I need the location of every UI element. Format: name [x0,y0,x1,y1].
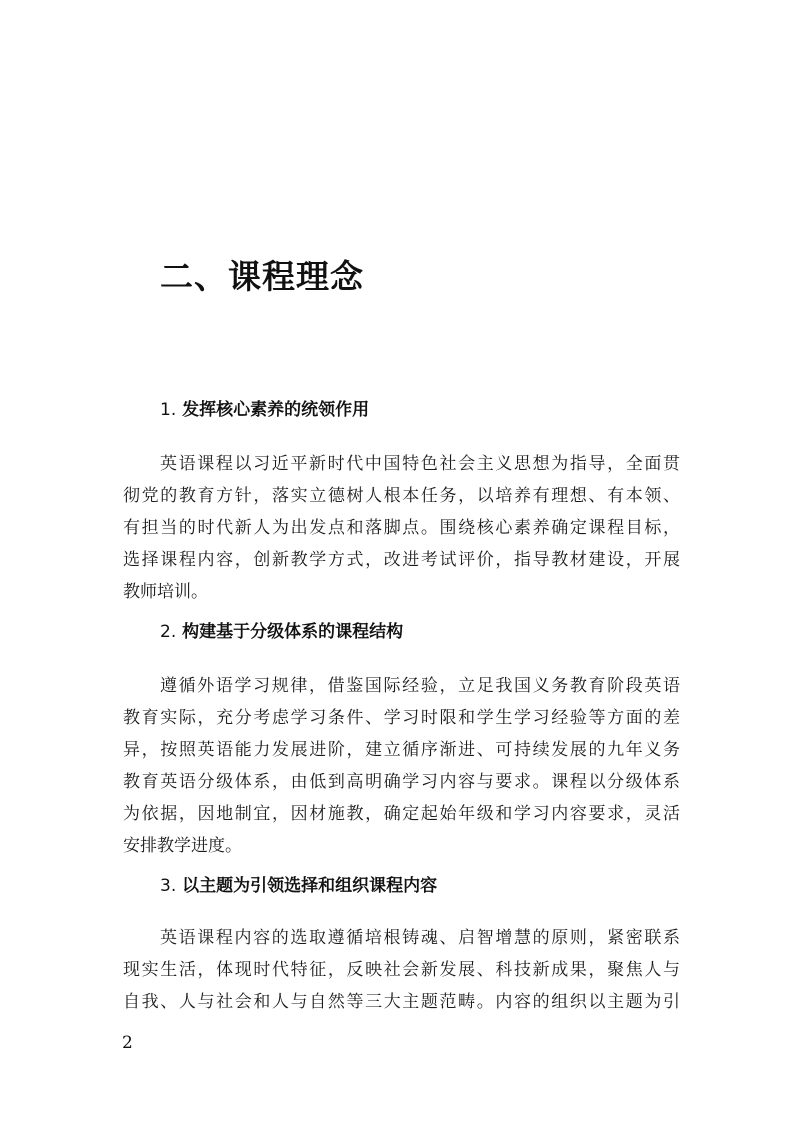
text-line: 英语课程内容的选取遵循培根铸魂、启智增慧的原则，紧密联系 [160,928,680,948]
section-heading-text: 构建基于分级体系的课程结构 [182,622,404,642]
section-heading [160,871,680,901]
section-number: 1. [160,400,177,420]
section-number: 3. [160,876,177,896]
section-heading [160,617,680,647]
section-3 [123,871,680,1018]
section-number: 2. [160,622,177,642]
text-line: 教育实际，充分考虑学习条件、学习时限和学生学习经验等方面的差 [123,708,680,728]
chapter-title: 二、课程理念 [160,257,364,296]
text-line: 为依据，因地制宜，因材施教，确定起始年级和学习内容要求，灵活 [123,804,680,824]
text-line: 教师培训。 [123,582,208,602]
text-line: 安排教学进度。 [123,836,242,856]
section-paragraph [123,670,680,862]
text-line: 自我、人与社会和人与自然等三大主题范畴。内容的组织以主题为引 [123,992,680,1012]
text-line: 遵循外语学习规律，借鉴国际经验，立足我国义务教育阶段英语 [160,676,680,696]
section-1 [123,395,680,608]
section-paragraph [123,448,680,608]
text-line: 教育英语分级体系，由低到高明确学习内容与要求。课程以分级体系 [123,772,680,792]
text-line: 异，按照英语能力发展进阶，建立循序渐进、可持续发展的九年义务 [123,740,680,760]
page-number: 2 [122,1033,133,1053]
text-line: 彻党的教育方针，落实立德树人根本任务，以培养有理想、有本领、 [123,486,680,506]
text-line: 有担当的时代新人为出发点和落脚点。围绕核心素养确定课程目标， [123,518,680,538]
text-line: 选择课程内容，创新教学方式，改进考试评价，指导教材建设，开展 [123,550,680,570]
section-heading-text: 以主题为引领选择和组织课程内容 [182,876,438,896]
text-line: 现实生活，体现时代特征，反映社会新发展、科技新成果，聚焦人与 [123,960,680,980]
section-2 [123,617,680,862]
section-paragraph [123,922,680,1018]
section-heading [160,395,680,425]
text-line: 英语课程以习近平新时代中国特色社会主义思想为指导，全面贯 [160,454,680,474]
section-heading-text: 发挥核心素养的统领作用 [182,400,370,420]
